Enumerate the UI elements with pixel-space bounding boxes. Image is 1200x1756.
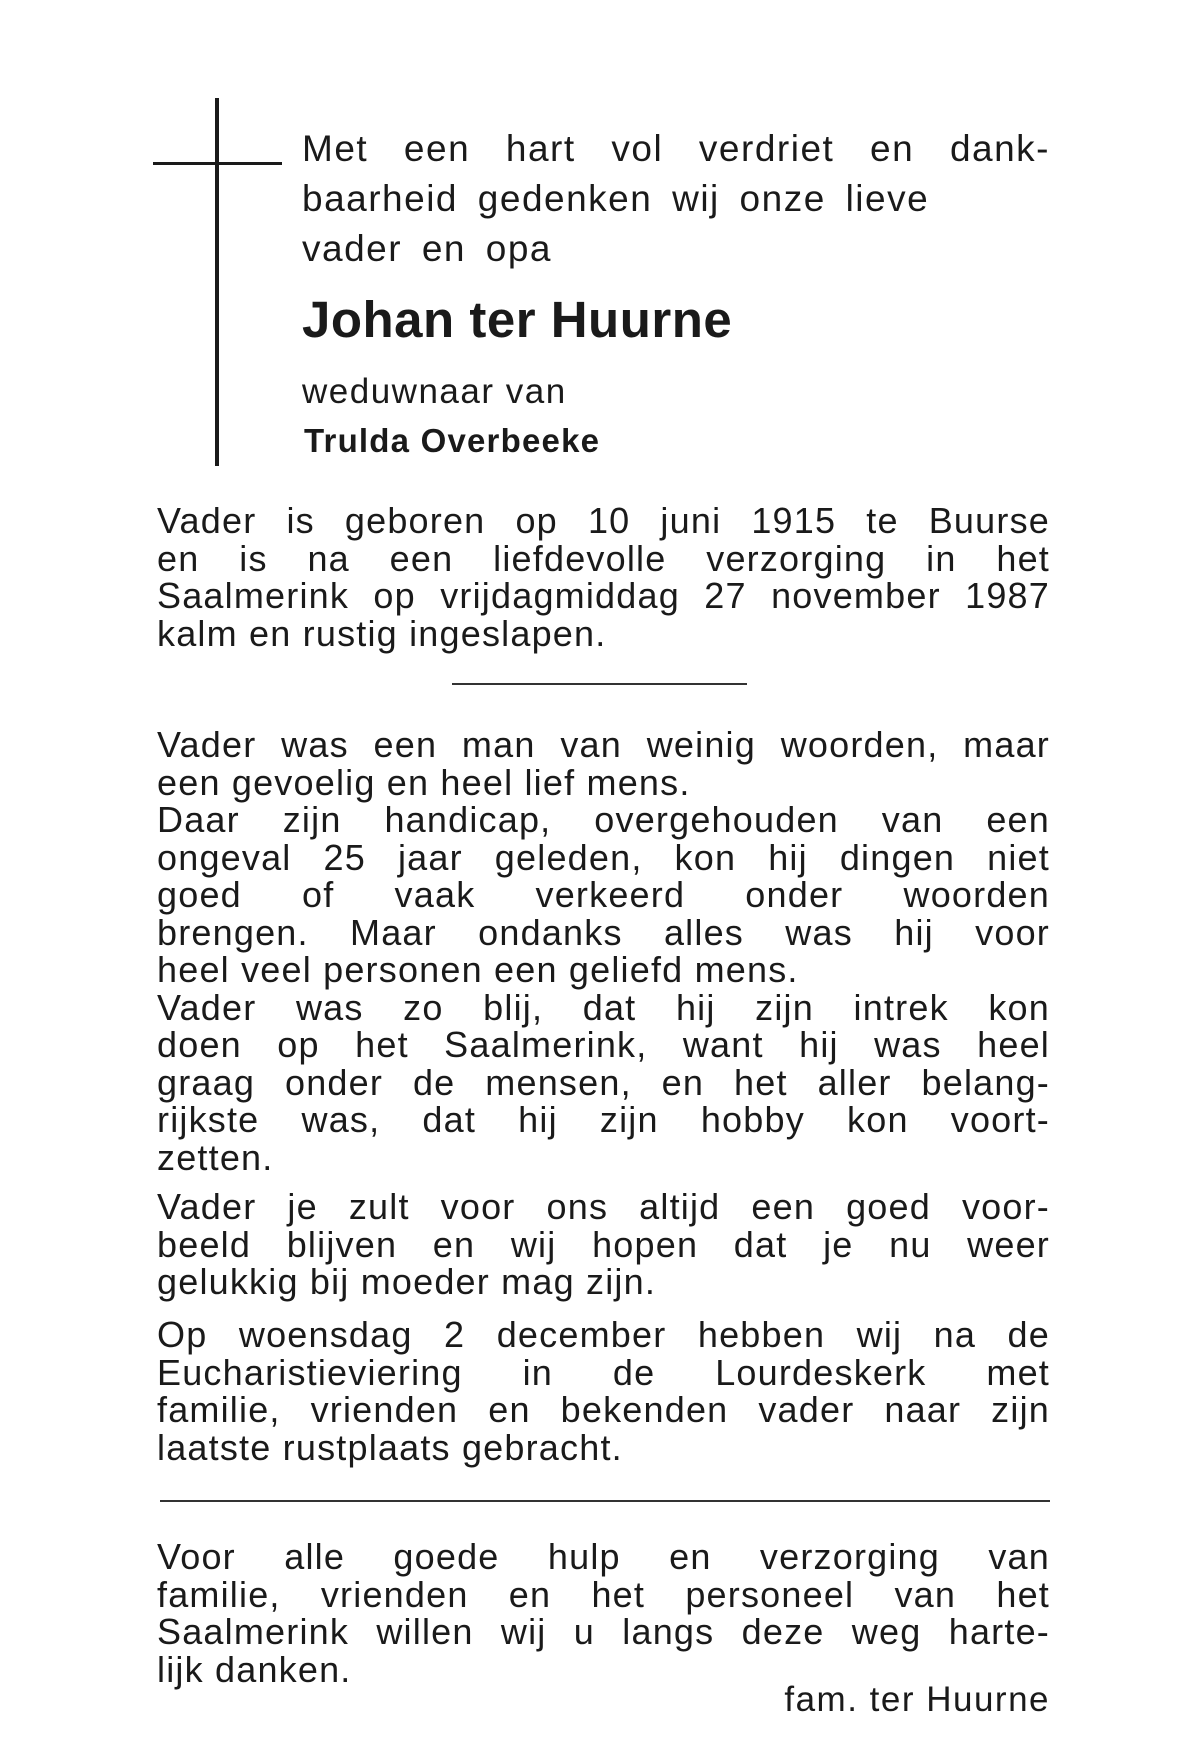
text-line: goed of vaak verkeerd onder woorden	[157, 874, 1050, 915]
text-line: laatste rustplaats gebracht.	[157, 1426, 623, 1468]
text-line: Daar zijn handicap, overgehouden van een	[157, 799, 1050, 840]
opening-line: Met een hart vol verdriet en dank-	[302, 128, 1050, 169]
text-line: ongeval 25 jaar geleden, kon hij dingen niet	[157, 836, 1050, 878]
text-line: Op woensdag 2 december hebben wij na de	[157, 1314, 1050, 1355]
spouse-name: Trulda Overbeeke	[304, 422, 601, 459]
text-line: Vader was een man van weinig woorden, maar	[157, 724, 1050, 765]
text-line: lijk danken.	[157, 1648, 352, 1690]
widower-label: weduwnaar van	[302, 372, 567, 411]
funeral-paragraph	[157, 1316, 1050, 1466]
text-line: kalm en rustig ingeslapen.	[157, 612, 607, 654]
text-line: gelukkig bij moeder mag zijn.	[157, 1261, 657, 1302]
example-paragraph	[157, 1188, 1050, 1301]
text-line: rijkste was, dat hij zijn hobby kon voort-	[157, 1099, 1050, 1140]
text-line: Voor alle goede hulp en verzorging van	[157, 1536, 1050, 1577]
text-line: beeld blijven en wij hopen dat je nu weer	[157, 1223, 1050, 1265]
text-line: graag onder de mensen, en het aller belang-	[157, 1061, 1050, 1103]
opening-text	[302, 124, 1050, 274]
text-line: familie, vrienden en bekenden vader naar zijn	[157, 1389, 1050, 1430]
text-line: Vader was zo blij, dat hij zijn intrek kon	[157, 986, 1050, 1028]
birth-paragraph	[157, 502, 1050, 652]
character-paragraph	[157, 726, 1050, 1176]
family-signature: fam. ter Huurne	[784, 1680, 1050, 1719]
text-line: Vader je zult voor ons altijd een goed voor-	[157, 1186, 1050, 1227]
divider-long	[160, 1500, 1050, 1502]
text-line: doen op het Saalmerink, want hij was heel	[157, 1024, 1050, 1065]
cross-vertical-bar	[215, 98, 219, 466]
text-line: Eucharistieviering in de Lourdeskerk met	[157, 1351, 1050, 1393]
text-line: zetten.	[157, 1136, 274, 1178]
text-line: heel veel personen een geliefd mens.	[157, 949, 799, 990]
cross-horizontal-bar	[153, 162, 282, 165]
opening-line: vader en opa	[302, 228, 553, 269]
text-line: Vader is geboren op 10 juni 1915 te Buurse	[157, 500, 1050, 541]
divider-short	[452, 683, 747, 685]
text-line: een gevoelig en heel lief mens.	[157, 761, 691, 803]
thanks-paragraph	[157, 1538, 1050, 1688]
text-line: Saalmerink willen wij u langs deze weg harte-	[157, 1611, 1050, 1652]
text-line: brengen. Maar ondanks alles was hij voor	[157, 911, 1050, 953]
text-line: Saalmerink op vrijdagmiddag 27 november 1987	[157, 575, 1050, 616]
opening-line: baarheid gedenken wij onze lieve	[302, 178, 930, 219]
text-line: familie, vrienden en het personeel van het	[157, 1573, 1050, 1615]
deceased-name: Johan ter Huurne	[302, 291, 733, 348]
text-line: en is na een liefdevolle verzorging in het	[157, 537, 1050, 579]
